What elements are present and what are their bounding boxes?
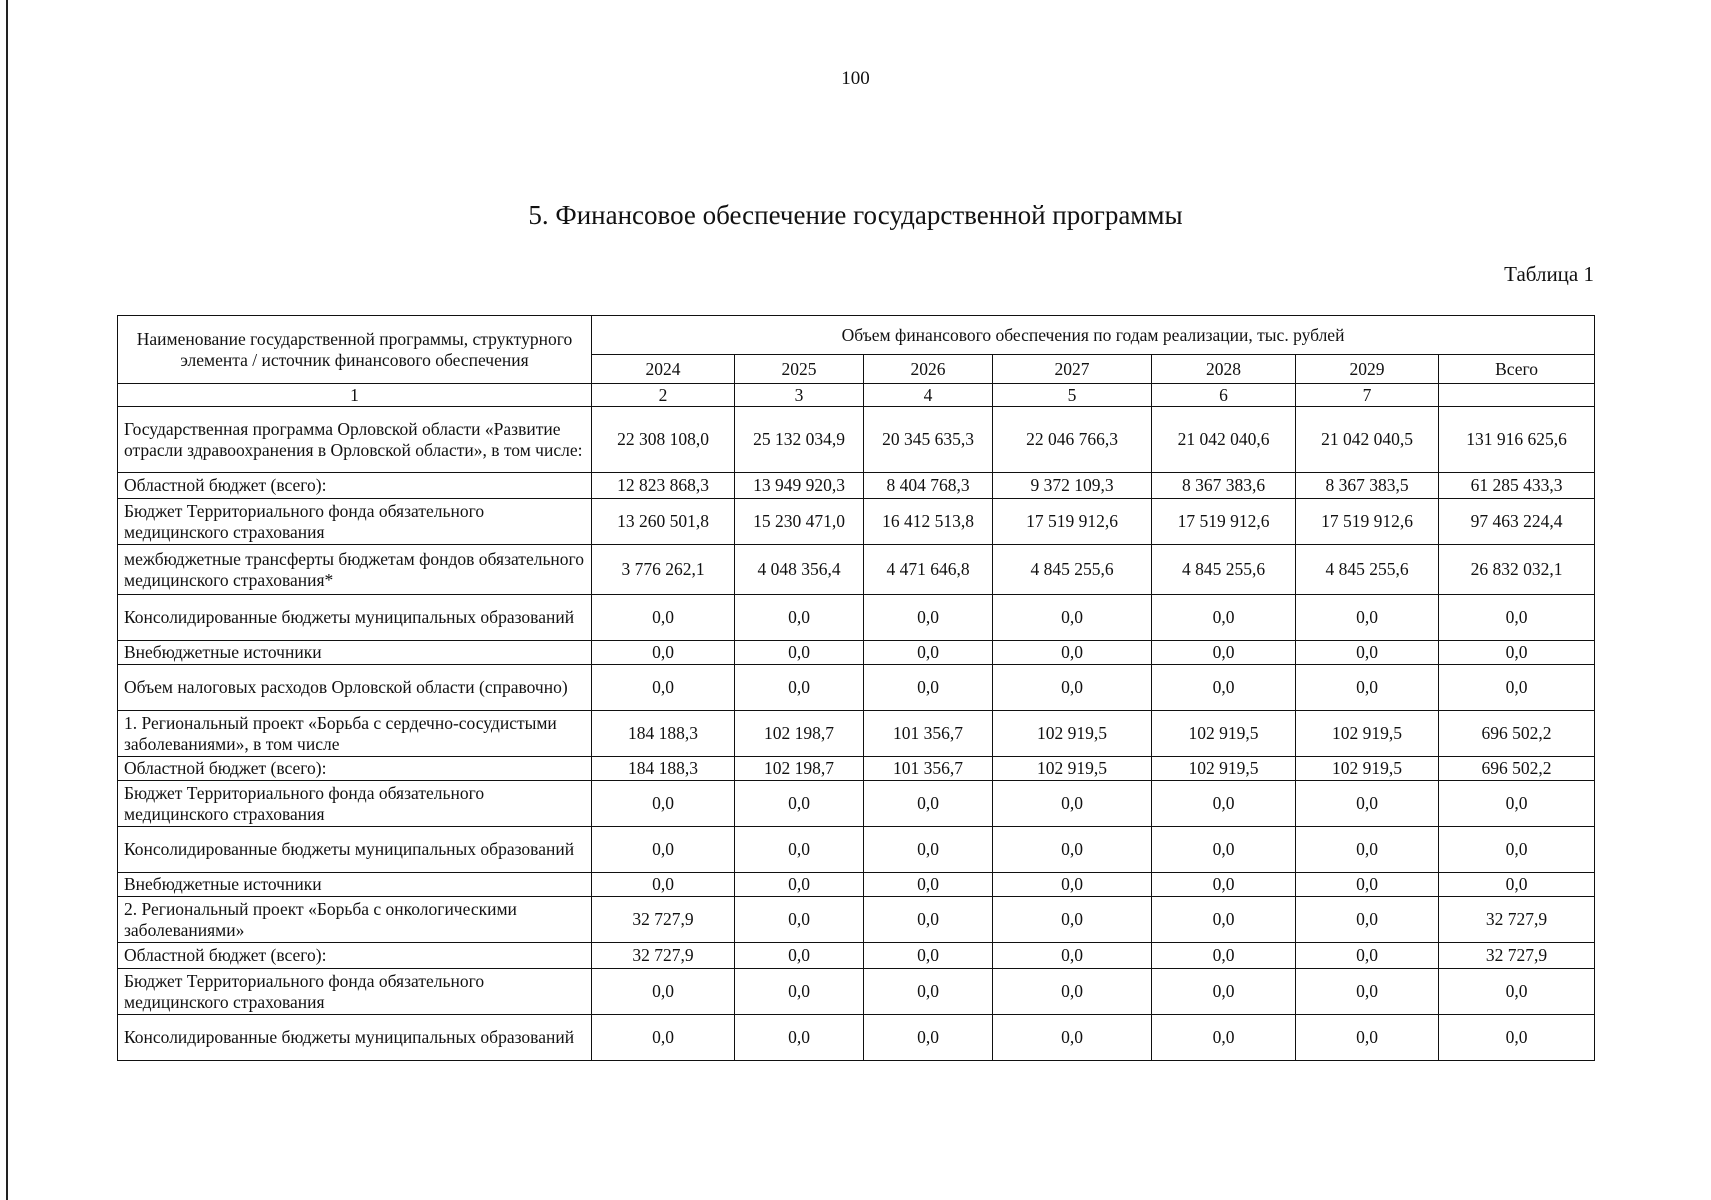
row-value-cell: 0,0 xyxy=(1296,641,1439,665)
row-value-cell: 0,0 xyxy=(1439,1015,1595,1061)
row-value-cell: 0,0 xyxy=(1296,897,1439,943)
row-value-cell: 0,0 xyxy=(1296,665,1439,711)
table-row xyxy=(118,757,1595,781)
row-value-cell: 184 188,3 xyxy=(592,711,735,757)
row-value-cell: 8 367 383,5 xyxy=(1296,473,1439,499)
header-year-1: 2025 xyxy=(735,355,864,384)
row-value-cell: 696 502,2 xyxy=(1439,711,1595,757)
row-value-cell: 0,0 xyxy=(864,595,993,641)
row-value-cell: 0,0 xyxy=(592,665,735,711)
row-value-cell: 102 919,5 xyxy=(1152,757,1296,781)
row-value-cell: 0,0 xyxy=(1296,1015,1439,1061)
row-value-cell: 13 260 501,8 xyxy=(592,499,735,545)
row-value-cell: 13 949 920,3 xyxy=(735,473,864,499)
row-value-cell: 0,0 xyxy=(993,1015,1152,1061)
row-value-cell: 0,0 xyxy=(993,595,1152,641)
row-name-cell: 1. Региональный проект «Борьба с сердечно-сосудистыми заболеваниями», в том числе xyxy=(118,711,592,757)
row-value-cell: 101 356,7 xyxy=(864,711,993,757)
row-value-cell: 25 132 034,9 xyxy=(735,407,864,473)
row-name-cell: Областной бюджет (всего): xyxy=(118,473,592,499)
row-value-cell: 0,0 xyxy=(864,781,993,827)
row-value-cell: 0,0 xyxy=(592,781,735,827)
table-row xyxy=(118,545,1595,595)
header-year-2: 2026 xyxy=(864,355,993,384)
row-name-cell: Консолидированные бюджеты муниципальных образований xyxy=(118,1015,592,1061)
table-row xyxy=(118,1015,1595,1061)
row-value-cell: 0,0 xyxy=(1439,969,1595,1015)
row-value-cell: 4 845 255,6 xyxy=(1152,545,1296,595)
financing-table xyxy=(117,315,1595,1061)
column-number-cell: 3 xyxy=(735,384,864,407)
row-value-cell: 0,0 xyxy=(592,873,735,897)
row-value-cell: 0,0 xyxy=(592,1015,735,1061)
row-value-cell: 16 412 513,8 xyxy=(864,499,993,545)
table-row xyxy=(118,969,1595,1015)
row-value-cell: 4 845 255,6 xyxy=(1296,545,1439,595)
row-value-cell: 0,0 xyxy=(1296,969,1439,1015)
row-value-cell: 0,0 xyxy=(864,943,993,969)
row-value-cell: 102 919,5 xyxy=(993,711,1152,757)
row-value-cell: 61 285 433,3 xyxy=(1439,473,1595,499)
header-name-cell: Наименование государственной программы, структурного элемента / источник финансового обеспечения xyxy=(118,316,592,384)
page-title: 5. Финансовое обеспечение государственной программы xyxy=(528,200,1183,230)
row-value-cell: 0,0 xyxy=(1296,781,1439,827)
row-value-cell: 32 727,9 xyxy=(1439,897,1595,943)
row-value-cell: 0,0 xyxy=(1439,873,1595,897)
table-row xyxy=(118,499,1595,545)
row-name-cell: межбюджетные трансферты бюджетам фондов обязательного медицинского страхования* xyxy=(118,545,592,595)
row-value-cell: 0,0 xyxy=(1439,827,1595,873)
row-value-cell: 8 404 768,3 xyxy=(864,473,993,499)
table-row xyxy=(118,641,1595,665)
row-value-cell: 97 463 224,4 xyxy=(1439,499,1595,545)
row-value-cell: 0,0 xyxy=(735,641,864,665)
row-value-cell: 102 198,7 xyxy=(735,757,864,781)
row-name-cell: 2. Региональный проект «Борьба с онкологическими заболеваниями» xyxy=(118,897,592,943)
row-value-cell: 0,0 xyxy=(864,641,993,665)
row-value-cell: 0,0 xyxy=(993,969,1152,1015)
row-value-cell: 0,0 xyxy=(1152,827,1296,873)
row-value-cell: 0,0 xyxy=(592,827,735,873)
row-name-cell: Бюджет Территориального фонда обязательного медицинского страхования xyxy=(118,499,592,545)
row-value-cell: 12 823 868,3 xyxy=(592,473,735,499)
row-value-cell: 0,0 xyxy=(735,781,864,827)
table-row xyxy=(118,407,1595,473)
row-value-cell: 0,0 xyxy=(1152,595,1296,641)
table-row xyxy=(118,873,1595,897)
header-group-cell: Объем финансового обеспечения по годам реализации, тыс. рублей xyxy=(592,316,1595,355)
page-number: 100 xyxy=(841,68,870,89)
table-caption: Таблица 1 xyxy=(1504,262,1594,286)
row-value-cell: 0,0 xyxy=(1439,595,1595,641)
row-value-cell: 0,0 xyxy=(864,897,993,943)
header-year-5: 2029 xyxy=(1296,355,1439,384)
row-value-cell: 22 308 108,0 xyxy=(592,407,735,473)
row-name-cell: Внебюджетные источники xyxy=(118,873,592,897)
table-row xyxy=(118,943,1595,969)
row-value-cell: 0,0 xyxy=(993,781,1152,827)
row-value-cell: 21 042 040,6 xyxy=(1152,407,1296,473)
column-number-cell: 4 xyxy=(864,384,993,407)
row-value-cell: 0,0 xyxy=(1296,827,1439,873)
table-row xyxy=(118,897,1595,943)
row-name-cell: Областной бюджет (всего): xyxy=(118,943,592,969)
row-value-cell: 17 519 912,6 xyxy=(993,499,1152,545)
column-number-cell: 1 xyxy=(118,384,592,407)
row-value-cell: 0,0 xyxy=(864,1015,993,1061)
header-year-0: 2024 xyxy=(592,355,735,384)
table-body xyxy=(118,384,1595,1061)
row-value-cell: 0,0 xyxy=(1439,641,1595,665)
row-name-cell: Бюджет Территориального фонда обязательного медицинского страхования xyxy=(118,969,592,1015)
row-value-cell: 0,0 xyxy=(735,1015,864,1061)
table-row xyxy=(118,781,1595,827)
table-row xyxy=(118,827,1595,873)
row-value-cell: 8 367 383,6 xyxy=(1152,473,1296,499)
row-name-cell: Объем налоговых расходов Орловской области (справочно) xyxy=(118,665,592,711)
column-number-cell: 2 xyxy=(592,384,735,407)
row-value-cell: 102 198,7 xyxy=(735,711,864,757)
row-value-cell: 0,0 xyxy=(1439,781,1595,827)
row-value-cell: 9 372 109,3 xyxy=(993,473,1152,499)
row-value-cell: 32 727,9 xyxy=(1439,943,1595,969)
row-value-cell: 20 345 635,3 xyxy=(864,407,993,473)
row-value-cell: 0,0 xyxy=(735,827,864,873)
row-value-cell: 102 919,5 xyxy=(993,757,1152,781)
column-number-cell: 6 xyxy=(1152,384,1296,407)
row-value-cell: 0,0 xyxy=(735,943,864,969)
row-value-cell: 0,0 xyxy=(1152,641,1296,665)
row-value-cell: 21 042 040,5 xyxy=(1296,407,1439,473)
row-value-cell: 4 048 356,4 xyxy=(735,545,864,595)
row-value-cell: 0,0 xyxy=(1296,595,1439,641)
row-value-cell: 102 919,5 xyxy=(1296,757,1439,781)
table-row xyxy=(118,595,1595,641)
table-row xyxy=(118,711,1595,757)
column-number-cell: 7 xyxy=(1296,384,1439,407)
row-value-cell: 0,0 xyxy=(735,897,864,943)
row-value-cell: 0,0 xyxy=(592,595,735,641)
row-value-cell: 0,0 xyxy=(1152,665,1296,711)
row-name-cell: Консолидированные бюджеты муниципальных образований xyxy=(118,595,592,641)
table-row xyxy=(118,665,1595,711)
row-value-cell: 0,0 xyxy=(592,641,735,665)
row-value-cell: 696 502,2 xyxy=(1439,757,1595,781)
column-number-row xyxy=(118,384,1595,407)
row-value-cell: 0,0 xyxy=(993,897,1152,943)
row-name-cell: Государственная программа Орловской области «Развитие отрасли здравоохранения в Орловской области», в том числе: xyxy=(118,407,592,473)
row-value-cell: 184 188,3 xyxy=(592,757,735,781)
row-value-cell: 0,0 xyxy=(993,873,1152,897)
row-value-cell: 0,0 xyxy=(864,873,993,897)
page-edge xyxy=(6,0,8,1200)
row-value-cell: 102 919,5 xyxy=(1152,711,1296,757)
row-value-cell: 4 845 255,6 xyxy=(993,545,1152,595)
row-name-cell: Внебюджетные источники xyxy=(118,641,592,665)
row-value-cell: 0,0 xyxy=(735,969,864,1015)
row-value-cell: 0,0 xyxy=(1439,665,1595,711)
row-value-cell: 0,0 xyxy=(993,665,1152,711)
row-value-cell: 0,0 xyxy=(735,595,864,641)
column-number-cell xyxy=(1439,384,1595,407)
row-value-cell: 17 519 912,6 xyxy=(1296,499,1439,545)
row-value-cell: 0,0 xyxy=(864,827,993,873)
row-value-cell: 0,0 xyxy=(1296,873,1439,897)
row-value-cell: 0,0 xyxy=(1152,897,1296,943)
row-value-cell: 0,0 xyxy=(993,641,1152,665)
column-number-cell: 5 xyxy=(993,384,1152,407)
row-value-cell: 101 356,7 xyxy=(864,757,993,781)
row-value-cell: 0,0 xyxy=(1152,969,1296,1015)
header-year-6: Всего xyxy=(1439,355,1595,384)
financing-table-container xyxy=(117,315,1594,1061)
header-row-top xyxy=(118,316,1595,355)
row-value-cell: 102 919,5 xyxy=(1296,711,1439,757)
row-value-cell: 0,0 xyxy=(993,827,1152,873)
row-value-cell: 4 471 646,8 xyxy=(864,545,993,595)
row-value-cell: 3 776 262,1 xyxy=(592,545,735,595)
row-value-cell: 131 916 625,6 xyxy=(1439,407,1595,473)
row-name-cell: Консолидированные бюджеты муниципальных образований xyxy=(118,827,592,873)
row-value-cell: 22 046 766,3 xyxy=(993,407,1152,473)
row-value-cell: 15 230 471,0 xyxy=(735,499,864,545)
row-value-cell: 0,0 xyxy=(1152,873,1296,897)
header-year-3: 2027 xyxy=(993,355,1152,384)
row-name-cell: Областной бюджет (всего): xyxy=(118,757,592,781)
row-value-cell: 0,0 xyxy=(735,665,864,711)
row-value-cell: 0,0 xyxy=(1152,781,1296,827)
row-value-cell: 32 727,9 xyxy=(592,897,735,943)
header-year-4: 2028 xyxy=(1152,355,1296,384)
row-value-cell: 0,0 xyxy=(1152,943,1296,969)
row-value-cell: 17 519 912,6 xyxy=(1152,499,1296,545)
row-name-cell: Бюджет Территориального фонда обязательного медицинского страхования xyxy=(118,781,592,827)
row-value-cell: 32 727,9 xyxy=(592,943,735,969)
row-value-cell: 0,0 xyxy=(592,969,735,1015)
row-value-cell: 0,0 xyxy=(993,943,1152,969)
row-value-cell: 0,0 xyxy=(1296,943,1439,969)
row-value-cell: 0,0 xyxy=(864,969,993,1015)
row-value-cell: 0,0 xyxy=(864,665,993,711)
row-value-cell: 0,0 xyxy=(735,873,864,897)
row-value-cell: 0,0 xyxy=(1152,1015,1296,1061)
row-value-cell: 26 832 032,1 xyxy=(1439,545,1595,595)
table-row xyxy=(118,473,1595,499)
